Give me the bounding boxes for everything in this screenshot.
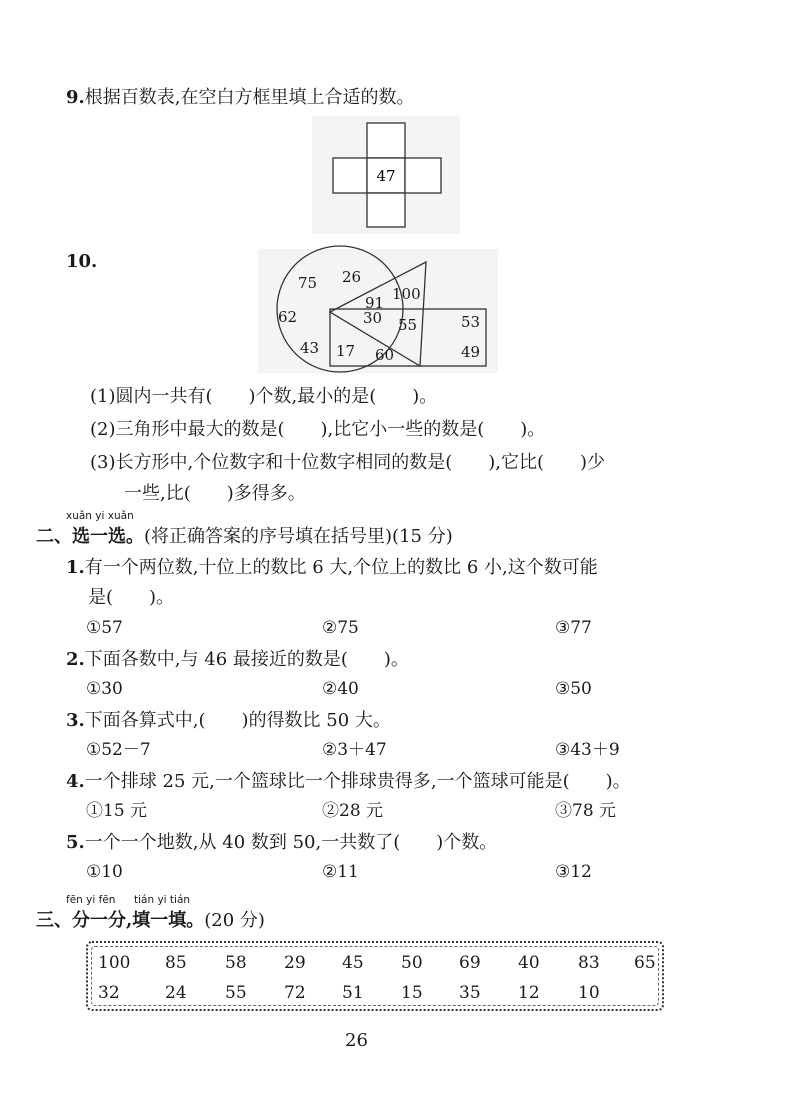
s2-q1-option-c[interactable]: ③77 [555, 618, 592, 638]
overlap-number-30: 30 [363, 309, 383, 327]
rectangle-number-53: 53 [461, 313, 481, 331]
section3-pinyin-2: tián yi tián [134, 894, 191, 906]
section3-pinyin-1: fēn yi fēn [66, 894, 116, 906]
number-cell: 32 [98, 983, 120, 1003]
circle-number-26: 26 [342, 268, 362, 286]
number-cell: 69 [459, 953, 481, 973]
q9-number: 9. [66, 87, 85, 108]
s2-q3-line1: 3.下面各算式中,( )的得数比 50 大。 [66, 710, 391, 731]
number-cell: 50 [401, 953, 423, 973]
number-cell: 45 [342, 953, 364, 973]
s2-q2-option-a[interactable]: ①30 [86, 679, 123, 699]
s2-q2-line1: 2.下面各数中,与 46 最接近的数是( )。 [66, 649, 409, 670]
number-cell: 85 [165, 953, 187, 973]
s2-q2-option-b[interactable]: ②40 [322, 679, 359, 699]
number-cell: 12 [518, 983, 540, 1003]
overlap-number-60: 60 [375, 346, 395, 364]
s2-q3-option-b[interactable]: ②3＋47 [322, 740, 387, 760]
q10-sub2: (2)三角形中最大的数是( ),比它小一些的数是( )。 [90, 419, 546, 440]
section2-heading [36, 522, 453, 548]
number-cell: 58 [225, 953, 247, 973]
s2-q4-option-b[interactable]: ②28 元 [322, 801, 384, 821]
section2-note: (将正确答案的序号填在括号里)(15 分) [144, 526, 453, 547]
number-cell: 24 [165, 983, 187, 1003]
number-cell: 40 [518, 953, 540, 973]
circle-number-43: 43 [300, 339, 320, 357]
rectangle-number-49: 49 [461, 343, 481, 361]
page-number: 26 [345, 1030, 368, 1051]
q9-cross-figure [330, 120, 444, 230]
s2-q5-option-c[interactable]: ③12 [555, 862, 592, 882]
number-cell: 51 [342, 983, 364, 1003]
section2-title: 二、选一选。 [36, 526, 144, 547]
section2-pinyin: xuǎn yi xuǎn [66, 510, 134, 522]
number-cell: 100 [98, 953, 131, 973]
number-cell: 83 [578, 953, 600, 973]
circle-number-75: 75 [298, 274, 318, 292]
number-cell: 29 [284, 953, 306, 973]
s2-q1-option-a[interactable]: ①57 [86, 618, 123, 638]
s2-q1-line1: 1.有一个两位数,十位上的数比 6 大,个位上的数比 6 小,这个数可能 [66, 557, 598, 578]
overlap-number-17: 17 [336, 342, 356, 360]
q9-box-left[interactable] [333, 158, 367, 193]
s2-q4-line1: 4.一个排球 25 元,一个篮球比一个排球贵得多,一个篮球可能是( )。 [66, 771, 631, 792]
q9-prompt: 根据百数表,在空白方框里填上合适的数。 [84, 87, 415, 108]
s2-q1-option-b[interactable]: ②75 [322, 618, 359, 638]
q9-text [66, 86, 415, 110]
q9-center-number: 47 [376, 167, 396, 185]
section3-note: (20 分) [204, 910, 265, 931]
s2-q1-line2: 是( )。 [88, 587, 175, 608]
number-cell: 72 [284, 983, 306, 1003]
s2-q5-option-a[interactable]: ①10 [86, 862, 123, 882]
number-cell: 65 [634, 953, 656, 973]
number-cell: 10 [578, 983, 600, 1003]
section3-heading [36, 906, 265, 932]
overlap-number-55: 55 [398, 316, 418, 334]
s2-q5-option-b[interactable]: ②11 [322, 862, 359, 882]
number-cell: 55 [225, 983, 247, 1003]
triangle-number-100: 100 [392, 285, 421, 303]
q10-sub3-line1: (3)长方形中,个位数字和十位数字相同的数是( ),它比( )少 [90, 452, 606, 473]
number-cell: 35 [459, 983, 481, 1003]
number-cell: 15 [401, 983, 423, 1003]
q9-box-top[interactable] [367, 123, 405, 158]
overlap-number-91: 91 [365, 294, 385, 312]
s2-q4-option-a[interactable]: ①15 元 [86, 801, 148, 821]
s2-q4-option-c[interactable]: ③78 元 [555, 801, 617, 821]
q9-box-bottom[interactable] [367, 193, 405, 227]
q9-box-right[interactable] [405, 158, 441, 193]
q10-number: 10. [66, 251, 98, 272]
section3-title: 三、分一分,填一填。 [36, 910, 205, 931]
s2-q3-option-a[interactable]: ①52－7 [86, 740, 151, 760]
s2-q2-option-c[interactable]: ③50 [555, 679, 592, 699]
s2-q3-option-c[interactable]: ③43＋9 [555, 740, 620, 760]
q10-sub3-line2: 一些,比( )多得多。 [124, 483, 306, 504]
q10-venn-figure [258, 244, 498, 374]
q10-sub1: (1)圆内一共有( )个数,最小的是( )。 [90, 386, 438, 407]
circle-number-62: 62 [278, 308, 298, 326]
s2-q5-line1: 5.一个一个地数,从 40 数到 50,一共数了( )个数。 [66, 832, 498, 853]
